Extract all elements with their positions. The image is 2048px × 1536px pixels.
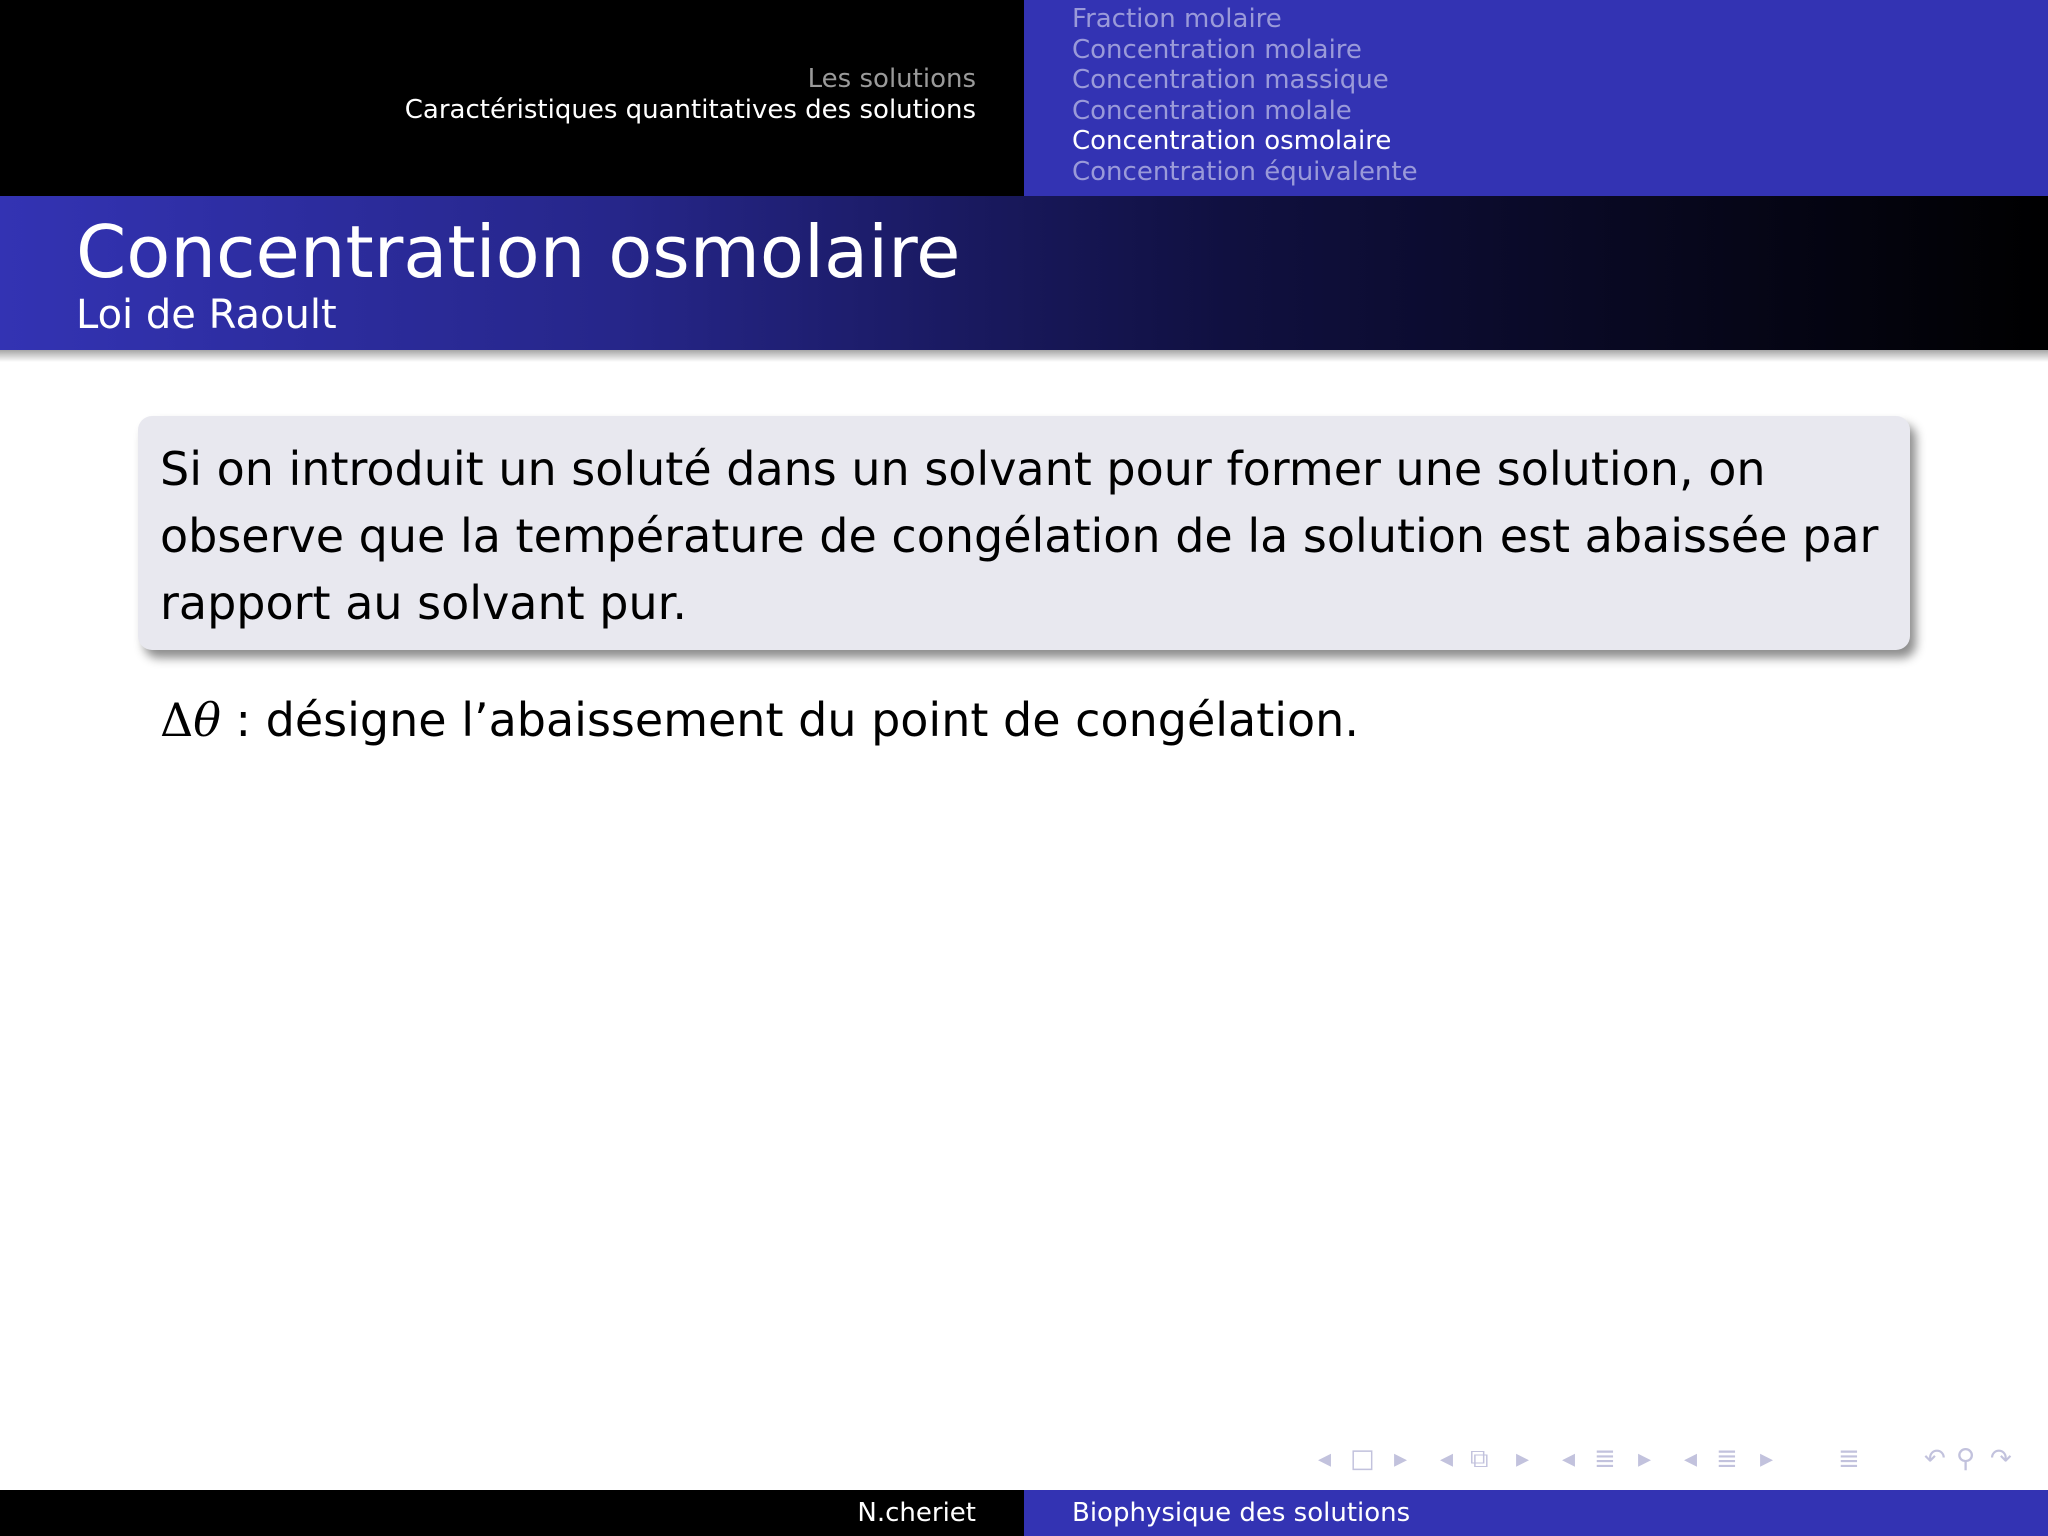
header-section-title[interactable]: Les solutions: [807, 64, 976, 94]
nav-next-document-arrow-icon[interactable]: ▸: [1760, 1444, 1774, 1474]
toc-item-concentration-massique[interactable]: Concentration massique: [1072, 65, 1389, 95]
frame-title: Concentration osmolaire: [76, 210, 961, 294]
navigation-symbols: [1310, 1441, 2030, 1477]
frame-title-band: [0, 196, 2048, 350]
toc-item-concentration-osmolaire[interactable]: Concentration osmolaire: [1072, 126, 1392, 156]
toc-item-concentration-molaire[interactable]: Concentration molaire: [1072, 34, 1362, 65]
definition-block: [138, 416, 1910, 650]
nav-next-subsection-arrow-icon[interactable]: ▸: [1516, 1444, 1530, 1474]
nav-toc-icon[interactable]: ≣: [1838, 1444, 1860, 1474]
nav-frame-icon[interactable]: □: [1350, 1444, 1375, 1474]
toc-item-fraction-molaire[interactable]: Fraction molaire: [1072, 4, 1282, 34]
header-toc-panel: [1024, 0, 2048, 196]
nav-back-icon[interactable]: ↶: [1924, 1444, 1946, 1474]
nav-section-icon[interactable]: ≣: [1594, 1444, 1616, 1474]
theta-symbol: θ: [193, 693, 221, 747]
nav-search-icon[interactable]: ⚲: [1956, 1444, 1976, 1474]
footer-title: Biophysique des solutions: [1072, 1498, 1411, 1528]
nav-prev-frame-arrow-icon[interactable]: ◂: [1318, 1444, 1332, 1474]
footer-title-panel: [1024, 1490, 2048, 1536]
header-subsection-title[interactable]: Caractéristiques quantitatives des solutions: [404, 95, 976, 125]
footer-author-panel: [0, 1490, 1024, 1536]
delta-symbol: Δ: [160, 693, 194, 747]
definition-text: : désigne l’abaissement du point de congélation.: [220, 693, 1359, 747]
nav-next-section-arrow-icon[interactable]: ▸: [1638, 1444, 1652, 1474]
frame-subtitle: Loi de Raoult: [76, 292, 337, 338]
nav-prev-subsection-arrow-icon[interactable]: ◂: [1440, 1444, 1454, 1474]
delta-theta-definition: [160, 690, 1359, 750]
toc-list: [1072, 4, 1418, 187]
title-band-shadow: [0, 350, 2048, 362]
definition-block-text: Si on introduit un soluté dans un solvant pour former une solution, on observe que la température de congélation de la solution est abaissée par rapport au solvant pur.: [160, 442, 1879, 630]
nav-forward-icon[interactable]: ↷: [1990, 1444, 2012, 1474]
nav-subsection-icon[interactable]: ⧉: [1470, 1444, 1489, 1474]
footer-author: N.cheriet: [857, 1498, 976, 1528]
nav-prev-document-arrow-icon[interactable]: ◂: [1684, 1444, 1698, 1474]
nav-prev-section-arrow-icon[interactable]: ◂: [1562, 1444, 1576, 1474]
nav-next-frame-arrow-icon[interactable]: ▸: [1394, 1444, 1408, 1474]
header-section-panel: [0, 0, 1024, 196]
toc-item-concentration-molale[interactable]: Concentration molale: [1072, 95, 1352, 126]
delta-theta-symbol: [160, 693, 221, 747]
nav-document-icon[interactable]: ≣: [1716, 1444, 1738, 1474]
toc-item-concentration-equivalente[interactable]: Concentration équivalente: [1072, 156, 1418, 187]
